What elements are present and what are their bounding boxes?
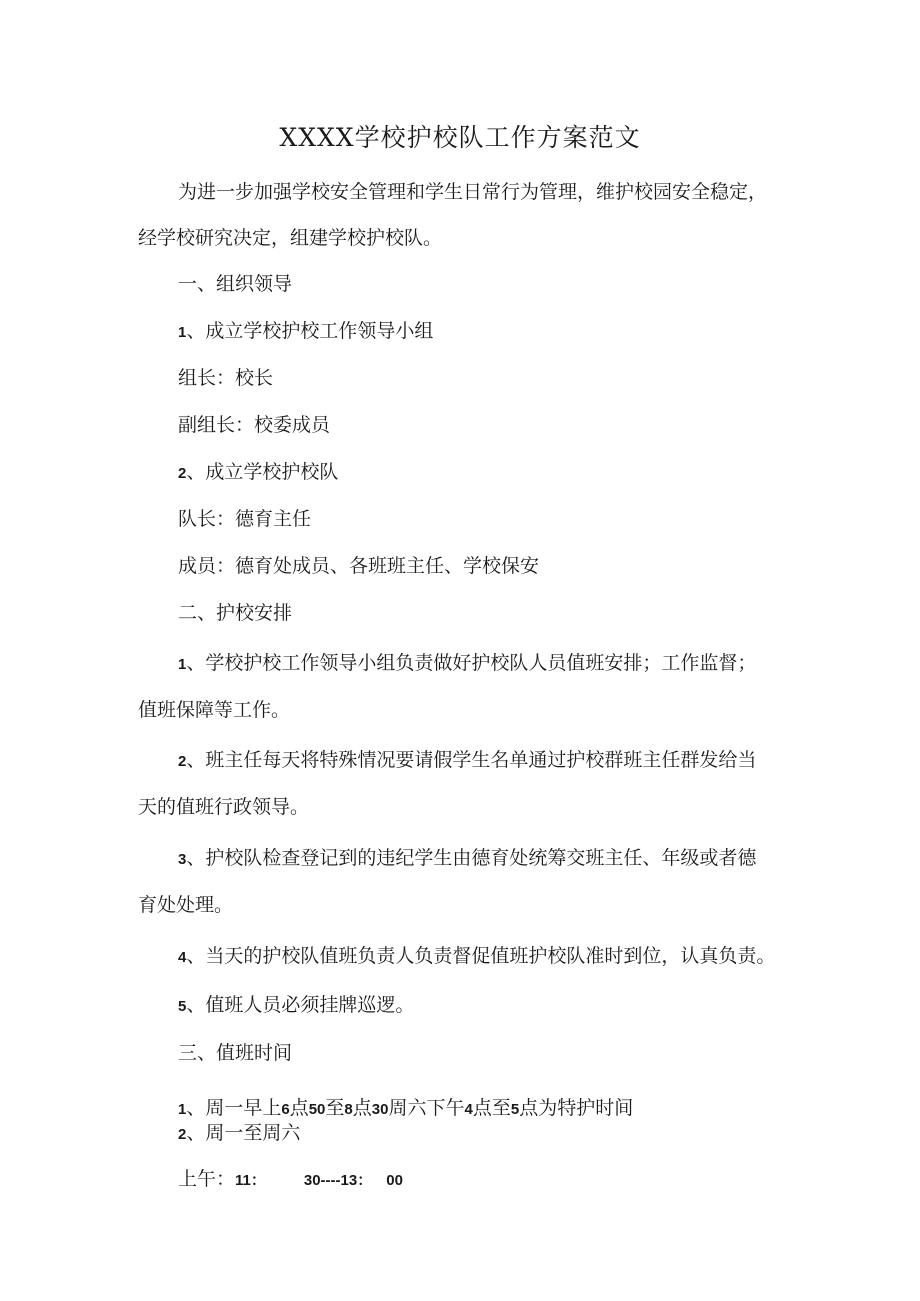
morning-start: 11： xyxy=(235,1172,266,1189)
section-1-item-1 xyxy=(178,316,433,348)
item-number: 1 xyxy=(178,1101,187,1118)
section-2-item-5 xyxy=(178,990,414,1022)
item-number: 3 xyxy=(178,851,187,868)
morning-range: 30----13： xyxy=(303,1172,373,1189)
item-number: 1 xyxy=(178,324,187,341)
section-2-item-2 xyxy=(178,745,756,777)
section-2-item-1-cont: 值班保障等工作。 xyxy=(138,699,291,721)
intro-line-1: 为进一步加强学校安全管理和学生日常行为管理，维护校园安全稳定， xyxy=(178,181,768,203)
item-text: 点 xyxy=(289,1097,309,1119)
item-number: 4 xyxy=(178,949,187,966)
leader-line: 组长：校长 xyxy=(178,367,274,389)
section-2-item-2-cont: 天的值班行政领导。 xyxy=(138,796,310,818)
morning-label: 上午： xyxy=(178,1168,236,1190)
captain-line: 队长：德育主任 xyxy=(178,508,312,530)
item-text: 、周一至周六 xyxy=(186,1122,301,1144)
section-2-item-4 xyxy=(178,941,775,973)
item-text: 、班主任每天将特殊情况要请假学生名单通过护校群班主任群发给当 xyxy=(186,749,757,771)
section-1-item-2 xyxy=(178,457,338,489)
morning-time-line xyxy=(178,1164,403,1196)
item-text: 、值班人员必须挂牌巡逻。 xyxy=(186,994,415,1016)
item-text: 点至 xyxy=(472,1097,511,1119)
minute-number: 30 xyxy=(371,1101,389,1118)
item-text: 、当天的护校队值班负责人负责督促值班护校队准时到位，认真负责。 xyxy=(186,945,776,967)
section-2-item-1 xyxy=(178,648,756,680)
section-2-heading: 二、护校安排 xyxy=(178,602,293,624)
section-1-heading: 一、组织领导 xyxy=(178,273,293,295)
document-title: XXXX学校护校队工作方案范文 xyxy=(279,123,641,152)
item-text: 、成立学校护校工作领导小组 xyxy=(186,320,434,342)
hour-number: 5 xyxy=(510,1101,520,1118)
item-text: 点为特护时间 xyxy=(519,1097,634,1119)
intro-line-2: 经学校研究决定，组建学校护校队。 xyxy=(138,227,443,249)
item-text: 、护校队检查登记到的违纪学生由德育处统筹交班主任、年级或者德 xyxy=(186,847,757,869)
item-text: 至 xyxy=(325,1097,345,1119)
hour-number: 8 xyxy=(344,1101,353,1118)
item-number: 2 xyxy=(178,1126,187,1143)
item-text: 、学校护校工作领导小组负责做好护校队人员值班安排；工作监督； xyxy=(186,652,757,674)
section-3-heading: 三、值班时间 xyxy=(178,1042,293,1064)
minute-number: 50 xyxy=(308,1101,326,1118)
item-text: 周六下午 xyxy=(388,1097,465,1119)
item-number: 2 xyxy=(178,465,187,482)
item-text: 、周一早上 xyxy=(186,1097,282,1119)
vice-leader-line: 副组长：校委成员 xyxy=(178,414,331,436)
members-line: 成员：德育处成员、各班班主任、学校保安 xyxy=(178,555,540,577)
section-2-item-3-cont: 育处处理。 xyxy=(138,894,234,916)
item-number: 5 xyxy=(178,998,187,1015)
item-text: 、成立学校护校队 xyxy=(186,461,339,483)
hour-number: 6 xyxy=(281,1101,290,1118)
section-2-item-3 xyxy=(178,843,756,875)
item-number: 2 xyxy=(178,753,187,770)
item-text: 点 xyxy=(352,1097,372,1119)
section-3-item-2 xyxy=(178,1118,300,1150)
morning-end: 00 xyxy=(386,1172,403,1189)
item-number: 1 xyxy=(178,656,187,673)
hour-number: 4 xyxy=(464,1101,473,1118)
